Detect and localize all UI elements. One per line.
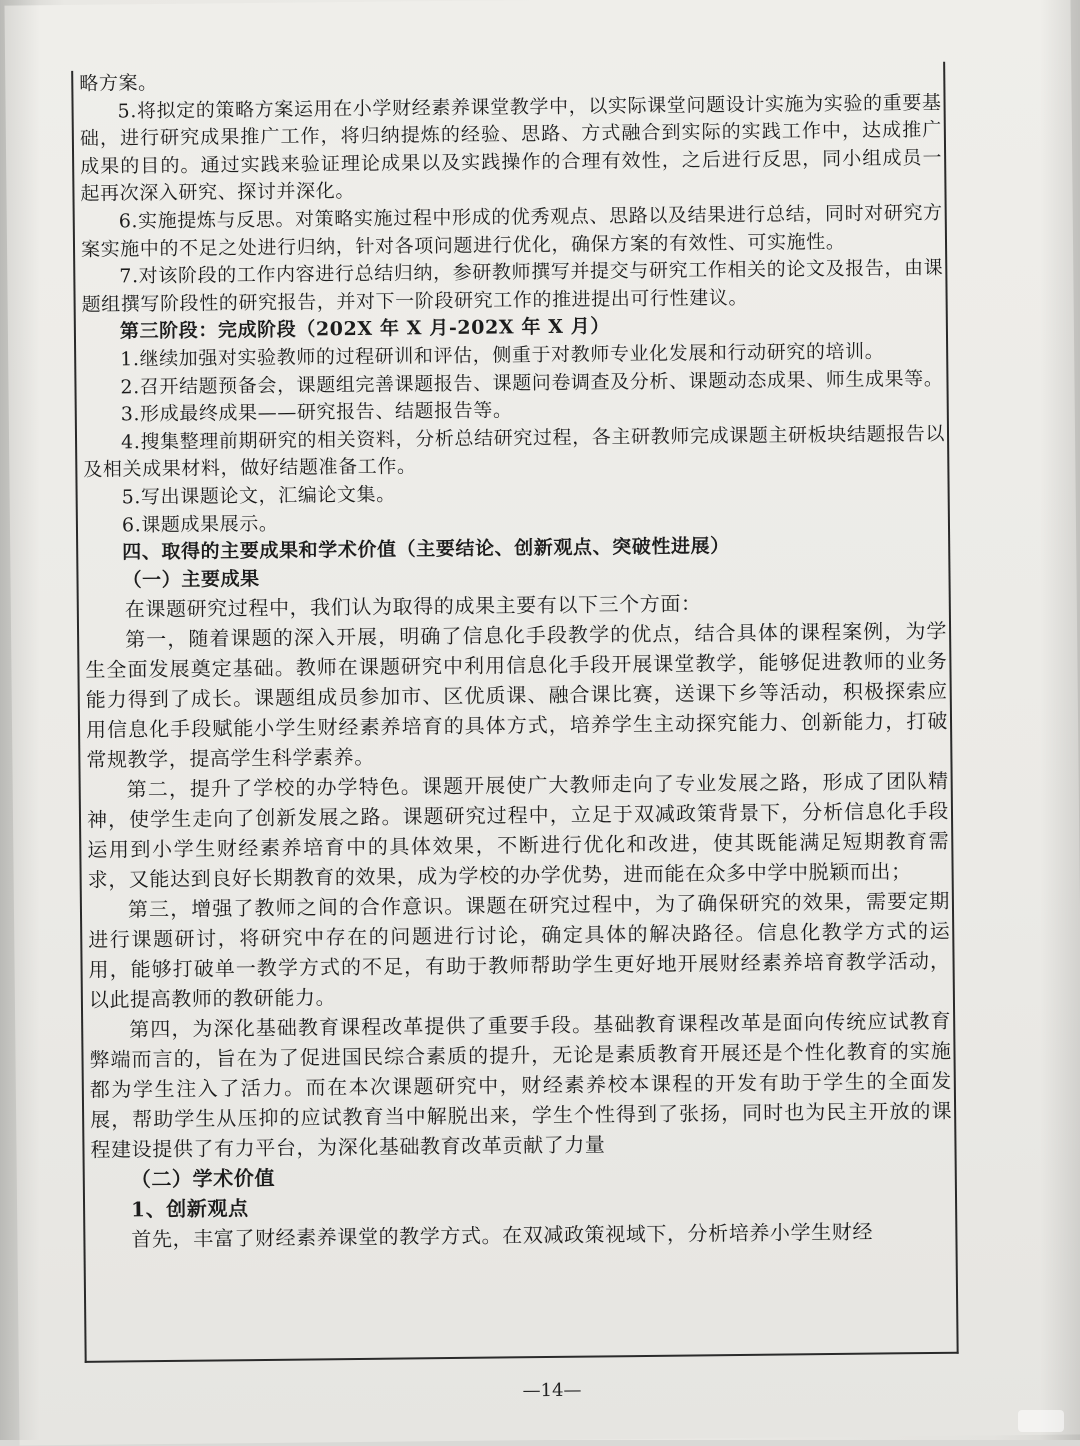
paragraph-8: 4.搜集整理前期研究的相关资料，分析总结研究过程，各主研教师完成课题主研板块结题报告以及相关成果材料，做好结题准备工作。 (83, 422, 946, 482)
subheading-innovation: 1、创新观点 (130, 1196, 249, 1222)
paragraph-7: 3.形成最终成果——研究报告、结题报告等。 (120, 399, 513, 426)
paragraph-15: 第二，提升了学校的办学特色。课题开展使广大教师走向了专业发展之路，形成了团队精神，使学生走向了创新发展之路。课题研究过程中，立足于双减政策背景下，分析信息化手段运用到小学生财经素养培育中的具体效果，不断进行优化和改进，使其既能满足短期教育需求，又能达到良好长期教育的效果，成为学校的办学优势，进而能在众多中学中脱颖而出； (86, 769, 950, 893)
paragraph-5: 1.继续加强对实验教师的过程研训和评估，侧重于对教师专业化发展和行动研究的培训。 (120, 340, 885, 371)
paragraph-17: 第四，为深化基础教育课程改革提供了重要手段。基础教育课程改革是面向传统应试教育弊端而言的，旨在为了促进国民综合素质的提升，无论是素质教育开展还是个性化教育的实施都为学生注入了活力。而在本次课题研究中，财经素养校本课程的开发有助于学生的全面发展，帮助学生从压抑的应试教育当中解脱出来，学生个性得到了张扬，同时也为民主开放的课程建设提供了有力平台，为深化基础教育改革贡献了力量 (89, 1009, 953, 1163)
paragraph-16: 第三，增强了教师之间的合作意识。课题在研究过程中，为了确保研究的效果，需要定期进行课题研讨，将研究中存在的问题进行讨论，确定具体的解决路径。信息化教学方式的运用，能够打破单一教学方式的不足，有助于教师帮助学生更好地开展财经素养培育教学活动，以此提高教师的教研能力。 (88, 889, 951, 1013)
paragraph-1: 5.将拟定的策略方案运用在小学财经素养课堂教学中，以实际课堂问题设计实施为实验的重要基础，进行研究成果推广工作，将归纳提炼的经验、思路、方式融合到实际的实践工作中，达成推广成果的目的。通过实践来验证理论成果以及实践操作的合理有效性，之后进行反思，同小组成员一起再次深入研究、探讨并深化。 (79, 91, 943, 206)
subheading-academic-value: （二）学术价值 (130, 1166, 276, 1192)
paragraph-0: 略方案。 (79, 72, 158, 95)
paragraph-13: 在课题研究过程中，我们认为取得的成果主要有以下三个方面： (124, 591, 702, 622)
paragraph-14: 第一，随着课题的深入开展，明确了信息化手段教学的优点，结合具体的课程案例，为学生全面发展奠定基础。教师在课题研究中利用信息化手段开展课堂教学，能够促进教师的业务能力得到了成长。课题组成员参加市、区优质课、融合课比赛，送课下乡等活动，积极探索应用信息化手段赋能小学生财经素养培育的具体方式，培养学生主动探究能力、创新能力，打破常规教学，提高学生科学素养。 (85, 619, 949, 773)
paragraph-2: 6.实施提炼与反思。对策略实施过程中形成的优秀观点、思路以及结果进行总结，同时对研究方案实施中的不足之处进行归纳，针对各项问题进行优化，确保方案的有效性、可实施性。 (80, 201, 943, 261)
watermark (1018, 1410, 1064, 1432)
left-shadow (0, 0, 40, 1440)
section-heading-stage3: 第三阶段：完成阶段（202X 年 X 月-202X 年 X 月） (119, 315, 611, 343)
right-shadow (1040, 0, 1080, 1440)
subheading-main-results: （一）主要成果 (122, 567, 260, 592)
paragraph-6: 2.召开结题预备会，课题组完善课题报告、课题问卷调查及分析、课题动态成果、师生成果等。 (120, 367, 944, 398)
paragraph-10: 6.课题成果展示。 (121, 512, 279, 536)
section-heading-4: 四、取得的主要成果和学术价值（主要结论、创新观点、突破性进展） (122, 535, 730, 564)
document-page (4, 0, 1080, 1446)
document-body (79, 62, 953, 1255)
paragraph-20: 首先，丰富了财经素养课堂的教学方式。在双减政策视域下，分析培养小学生财经 (131, 1219, 874, 1252)
page-number: —14— (522, 1379, 582, 1402)
paragraph-9: 5.写出课题论文，汇编论文集。 (121, 483, 396, 509)
paragraph-3: 7.对该阶段的工作内容进行总结归纳，参研教师撰写并提交与研究工作相关的论文及报告，由课题组撰写阶段性的研究报告，并对下一阶段研究工作的推进提出可行性建议。 (81, 256, 944, 316)
